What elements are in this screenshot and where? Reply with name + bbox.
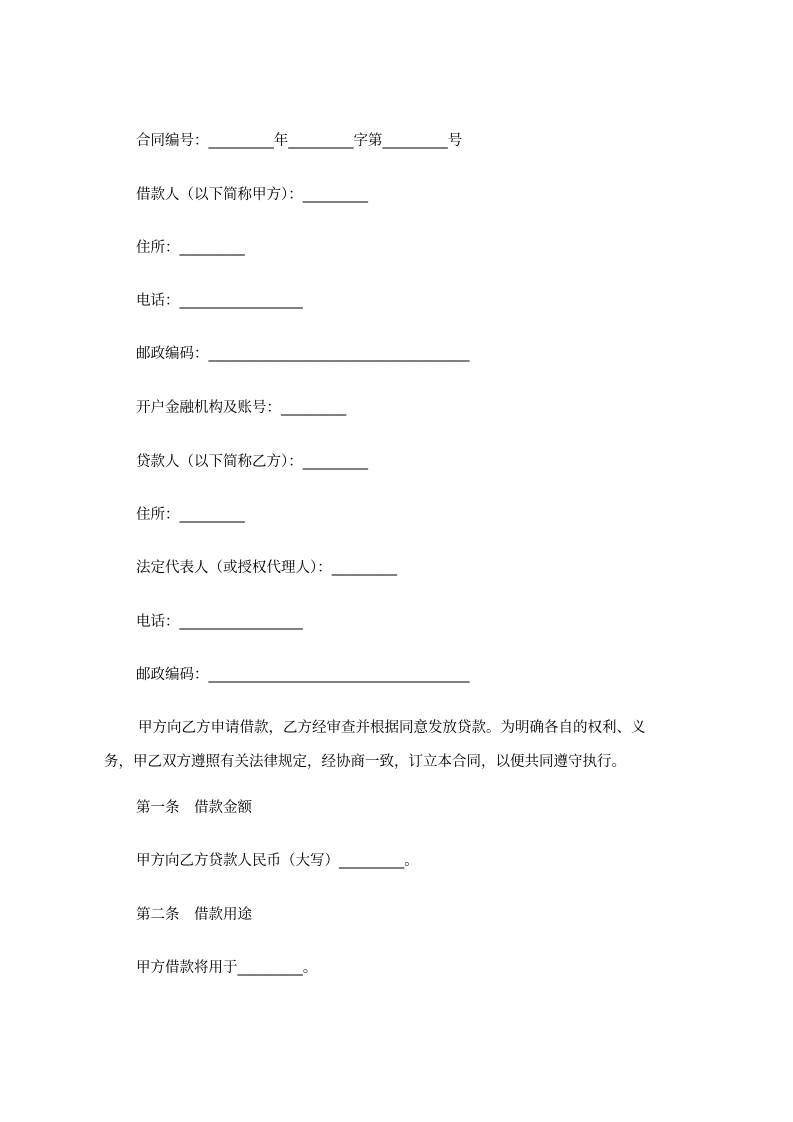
borrower-postcode-line: 邮政编码：____________________________________ xyxy=(136,346,470,362)
preamble-line-2: 务，甲乙双方遵照有关法律规定，经协商一致，订立本合同，以便共同遵守执行。 xyxy=(104,754,626,770)
loan-purpose-line: 甲方借款将用于_________。 xyxy=(136,960,318,976)
preamble-paragraph xyxy=(104,711,694,779)
lender-postcode-line: 邮政编码：____________________________________ xyxy=(136,667,470,683)
borrower-address-line: 住所：_________ xyxy=(136,240,245,256)
contract-number-line: 合同编号：_________年_________字第_________号 xyxy=(136,133,463,149)
preamble-line-1: 甲方向乙方申请借款，乙方经审查并根据同意发放贷款。为明确各自的权利、义 xyxy=(138,720,646,736)
lender-address-line: 住所：_________ xyxy=(136,507,245,523)
bank-account-line: 开户金融机构及账号：_________ xyxy=(136,400,347,416)
borrower-line: 借款人（以下简称甲方）：_________ xyxy=(136,187,368,203)
loan-amount-line: 甲方向乙方贷款人民币（大写）_________。 xyxy=(136,853,419,869)
article-2-heading: 第二条 借款用途 xyxy=(136,907,252,923)
borrower-phone-line: 电话：_________________ xyxy=(136,293,303,309)
legal-representative-line: 法定代表人（或授权代理人）：_________ xyxy=(136,560,397,576)
lender-line: 贷款人（以下简称乙方）：_________ xyxy=(136,454,368,470)
article-1-heading: 第一条 借款金额 xyxy=(136,800,252,816)
lender-phone-line: 电话：_________________ xyxy=(136,614,303,630)
